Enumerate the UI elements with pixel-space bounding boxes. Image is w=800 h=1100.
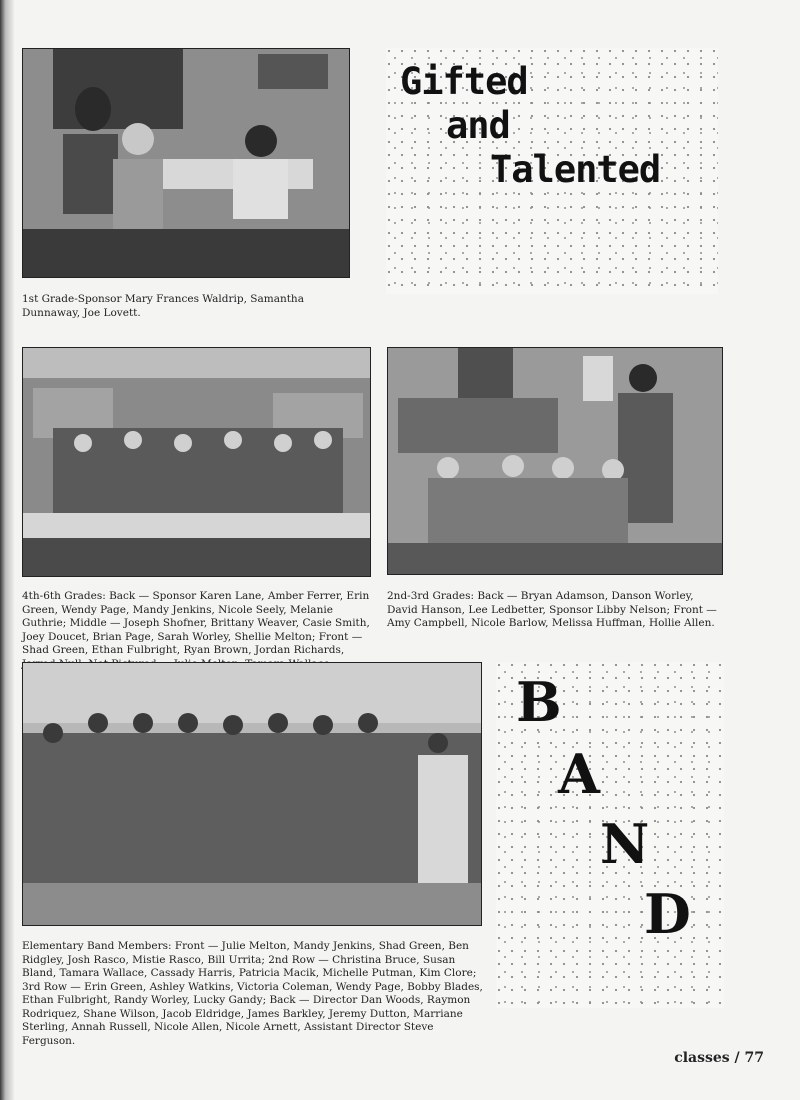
band-letter-d: D xyxy=(644,882,691,946)
band-letter-n: N xyxy=(600,812,650,876)
page-folio: classes / 77 xyxy=(674,1050,764,1066)
band-letter-a: A xyxy=(558,742,600,806)
caption-fourth-sixth-grades: 4th-6th Grades: Back — Sponsor Karen Lane, Amber Ferrer, Erin Green, Wendy Page, Mandy Jenkins, Nicole Seely, Melanie Guthrie; Middle — Joseph Shofner, Brittany Weaver, Casie Smith, Joey Doucet, Brian Page, Sarah Worley, Shellie Melton; Front — Shad Green, Ethan Fulbright, Ryan Brown, Jordan Richards, xyxy=(22,590,370,656)
caption-first-grade: 1st Grade-Sponsor Mary Frances Waldrip, Samantha Dunnaway, Joe Lovett. xyxy=(22,293,304,319)
title-line-talented: Talented xyxy=(490,148,661,191)
page-binding-shadow xyxy=(0,0,14,1100)
photo-elementary-band xyxy=(22,662,482,926)
band-title-box xyxy=(496,662,724,1008)
photo-first-grade xyxy=(22,48,350,278)
gifted-talented-title-box xyxy=(386,48,718,294)
photo-fourth-sixth-grades xyxy=(22,347,371,577)
title-line-gifted: Gifted xyxy=(400,60,528,103)
band-letter-b: B xyxy=(516,670,562,734)
photo-second-third-grades xyxy=(387,347,723,575)
title-line-and: and xyxy=(446,104,510,147)
caption-second-third-grades: 2nd-3rd Grades: Back — Bryan Adamson, Danson Worley, David Hanson, Lee Ledbetter, Sponsor Libby Nelson; Front — Amy Campbell, Nicole Barlow, Melissa Huffman, Hollie Allen. xyxy=(387,590,717,629)
caption-elementary-band: Elementary Band Members: Front — Julie Melton, Mandy Jenkins, Shad Green, Ben Ridgley, Josh Rasco, Mistie Rasco, Bill Urrita; 2nd Row — Christina Bruce, Susan Bland, Tamara Wallace, Cassady Harris, Patricia Macik, Michelle Putman, Kim Clore; 3rd Row — Erin Green, Ashley Watkins, Victoria Coleman, Wendy Page, Bobby Blades, Ethan Fulbright, Randy Worley, Lucky Gandy; Back — Director Dan Woods, Raymon Rodriquez, Shane Wilson, Jacob Eldridge, James Barkley, Jeremy Dutton, Marriane Sterling, Annah Russell, Nicole Allen, Nicole Arnett, Assistant Director Steve Ferguson. xyxy=(22,940,483,1047)
